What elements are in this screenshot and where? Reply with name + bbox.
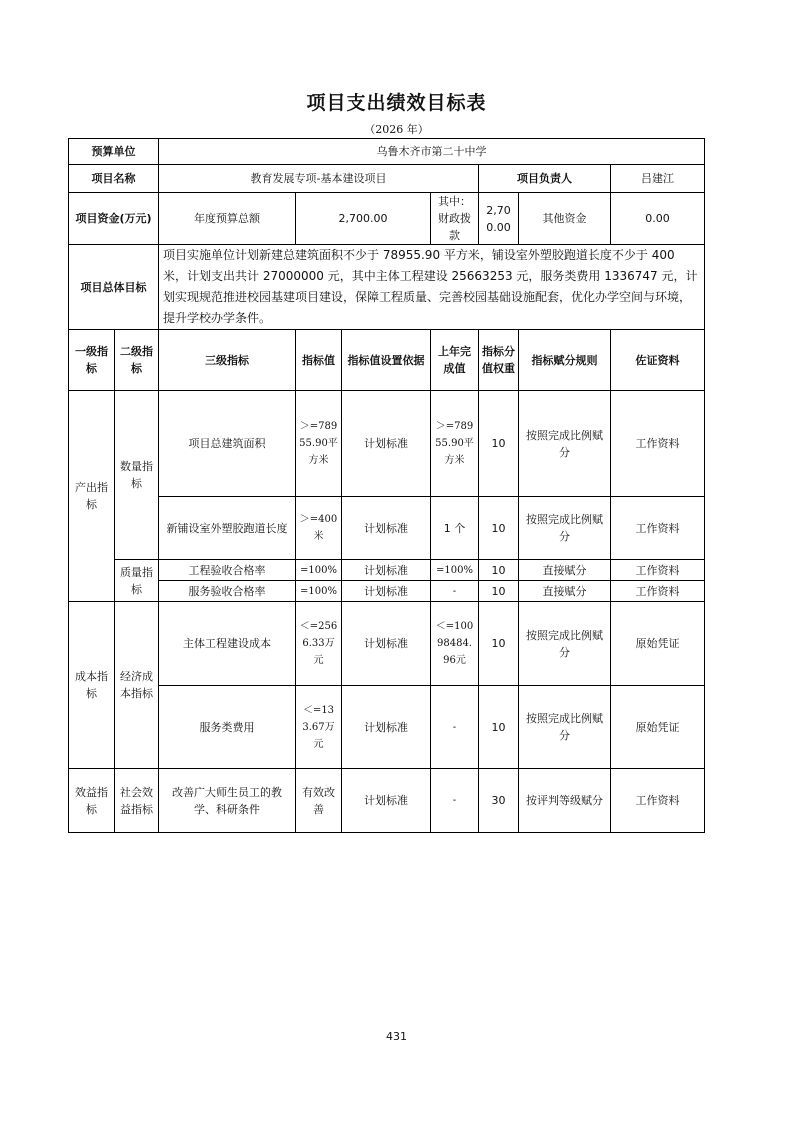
row-evidence: 原始凭证 — [611, 602, 705, 686]
row-value: =100% — [296, 581, 342, 602]
row-name: 服务类费用 — [159, 686, 296, 769]
funds-label: 项目资金(万元) — [69, 193, 159, 245]
page-number: 431 — [386, 1030, 407, 1043]
row-weight: 10 — [479, 686, 519, 769]
annual-label: 年度预算总额 — [159, 193, 296, 245]
row-value: ＜=133.67万元 — [296, 686, 342, 769]
project-label: 项目名称 — [69, 165, 159, 193]
group-economic: 经济成本指标 — [115, 602, 159, 769]
col-value: 指标值 — [296, 330, 342, 391]
col-level2: 二级指标 — [115, 330, 159, 391]
row-evidence: 工作资料 — [611, 581, 705, 602]
row-basis: 计划标准 — [342, 769, 431, 833]
year-label: （2026 年） — [364, 123, 429, 136]
col-level3: 三级指标 — [159, 330, 296, 391]
row-name: 改善广大师生员工的教学、科研条件 — [159, 769, 296, 833]
row-evidence: 工作资料 — [611, 560, 705, 581]
row-value: ＞=400米 — [296, 497, 342, 560]
person-label: 项目负责人 — [479, 165, 611, 193]
row-value: 有效改善 — [296, 769, 342, 833]
row-value: =100% — [296, 560, 342, 581]
row-evidence: 工作资料 — [611, 497, 705, 560]
row-rule: 按评判等级赋分 — [519, 769, 611, 833]
row-last: =100% — [431, 560, 479, 581]
row-rule: 按照完成比例赋分 — [519, 497, 611, 560]
row-basis: 计划标准 — [342, 391, 431, 497]
row-name: 主体工程建设成本 — [159, 602, 296, 686]
col-level1: 一级指标 — [69, 330, 115, 391]
row-weight: 10 — [479, 497, 519, 560]
person-value: 吕建江 — [611, 165, 705, 193]
row-basis: 计划标准 — [342, 602, 431, 686]
row-weight: 10 — [479, 602, 519, 686]
page-title: 项目支出绩效目标表 — [306, 92, 487, 114]
group-cost: 成本指标 — [69, 602, 115, 769]
unit-label: 预算单位 — [69, 139, 159, 165]
row-name: 服务验收合格率 — [159, 581, 296, 602]
row-name: 新铺设室外塑胶跑道长度 — [159, 497, 296, 560]
table-row — [69, 560, 705, 581]
group-social: 社会效益指标 — [115, 769, 159, 833]
row-value: ＜=2566.33万元 — [296, 602, 342, 686]
annual-value: 2,700.00 — [296, 193, 431, 245]
row-rule: 按照完成比例赋分 — [519, 602, 611, 686]
row-weight: 10 — [479, 391, 519, 497]
summary-text: 项目实施单位计划新建总建筑面积不少于 78955.90 平方米，铺设室外塑胶跑道长度不少于 400 米，计划支出共计 27000000 元，其中主体工程建设 25663253 元，服务类费用 1336747 元，计划实现规范推进校园基建项目建设，保障工程质量、完善校园基础设施配套，优化办学空间与环境，提升学校办学条件。 — [159, 245, 705, 330]
row-rule: 按照完成比例赋分 — [519, 686, 611, 769]
unit-value: 乌鲁木齐市第二十中学 — [159, 139, 705, 165]
row-weight: 10 — [479, 560, 519, 581]
col-last-year: 上年完成值 — [431, 330, 479, 391]
row-value: ＞=78955.90平方米 — [296, 391, 342, 497]
row-rule: 按照完成比例赋分 — [519, 391, 611, 497]
row-last: - — [431, 769, 479, 833]
fiscal-value: 2,700.00 — [479, 193, 519, 245]
row-last: - — [431, 581, 479, 602]
row-basis: 计划标准 — [342, 497, 431, 560]
col-basis: 指标值设置依据 — [342, 330, 431, 391]
row-basis: 计划标准 — [342, 581, 431, 602]
group-benefit: 效益指标 — [69, 769, 115, 833]
row-evidence: 原始凭证 — [611, 686, 705, 769]
table-row — [69, 497, 705, 560]
row-evidence: 工作资料 — [611, 769, 705, 833]
fiscal-label: 其中：财政拨款 — [431, 193, 479, 245]
table-row — [69, 602, 705, 686]
col-weight: 指标分值权重 — [479, 330, 519, 391]
table-row — [69, 391, 705, 497]
group-output: 产出指标 — [69, 391, 115, 602]
table-row — [69, 581, 705, 602]
row-last: 1 个 — [431, 497, 479, 560]
other-value: 0.00 — [611, 193, 705, 245]
row-last: ＞=78955.90平方米 — [431, 391, 479, 497]
group-quantity: 数量指标 — [115, 391, 159, 560]
row-basis: 计划标准 — [342, 686, 431, 769]
row-rule: 直接赋分 — [519, 581, 611, 602]
row-weight: 10 — [479, 581, 519, 602]
other-label: 其他资金 — [519, 193, 611, 245]
group-quality: 质量指标 — [115, 560, 159, 602]
row-last: - — [431, 686, 479, 769]
row-weight: 30 — [479, 769, 519, 833]
row-basis: 计划标准 — [342, 560, 431, 581]
table-row — [69, 686, 705, 769]
row-rule: 直接赋分 — [519, 560, 611, 581]
project-value: 教育发展专项-基本建设项目 — [159, 165, 479, 193]
row-name: 工程验收合格率 — [159, 560, 296, 581]
table-row — [69, 769, 705, 833]
summary-label: 项目总体目标 — [69, 245, 159, 330]
performance-table — [68, 138, 705, 833]
row-evidence: 工作资料 — [611, 391, 705, 497]
col-rule: 指标赋分规则 — [519, 330, 611, 391]
row-last: ＜=10098484.96元 — [431, 602, 479, 686]
col-evidence: 佐证资料 — [611, 330, 705, 391]
row-name: 项目总建筑面积 — [159, 391, 296, 497]
